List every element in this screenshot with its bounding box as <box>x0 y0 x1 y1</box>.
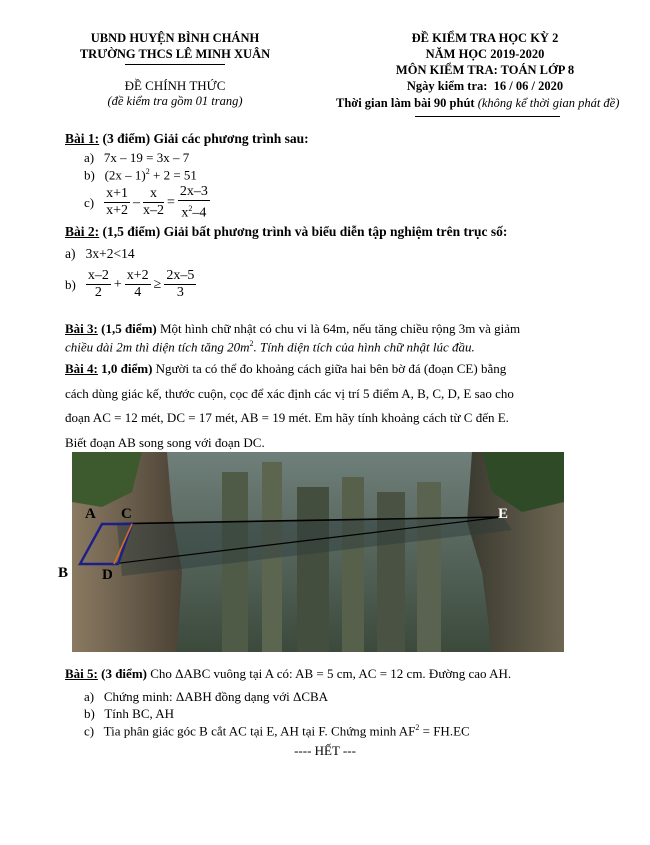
exam-time-label: Thời gian làm bài 90 phút <box>336 96 475 110</box>
bai5-title: Bài 5: <box>65 666 98 681</box>
bai5-c-label: c) <box>84 723 95 739</box>
bai1-a-label: a) <box>84 150 95 165</box>
bai5-b-label: b) <box>84 706 95 721</box>
header-divider-left <box>125 64 225 65</box>
bai3-text1: Một hình chữ nhật có chu vi là 64m, nếu tăng chiều rộng 3m và giảm <box>156 321 521 336</box>
bai2-b-frac3-den: 3 <box>176 285 184 300</box>
bai3-text2-post: . Tính diện tích của hình chữ nhật lúc đầu. <box>253 339 475 355</box>
point-e-label: E <box>498 506 509 522</box>
bai5-b-text: Tính BC, AH <box>104 706 175 721</box>
point-d-label: D <box>102 567 113 583</box>
bai5-c-text-pre: Tia phân giác góc B cắt AC tại E, AH tại F. Chứng minh AF <box>103 723 416 739</box>
bai4-points: 1,0 điểm) <box>101 361 153 376</box>
bai1-c-frac3-num: 2x–3 <box>179 184 208 199</box>
point-a-label: A <box>85 506 96 522</box>
bai1-c-frac1-den: x+2 <box>106 203 129 219</box>
school-district: UBND HUYỆN BÌNH CHÁNH <box>90 31 260 45</box>
bai2-b-frac2-den: 4 <box>134 285 142 300</box>
bai3-points: (1,5 điểm) <box>101 321 157 336</box>
bai1-c-frac3-den <box>178 201 210 222</box>
bai2-a-label: a) <box>65 246 76 261</box>
pages-note: (đề kiểm tra gồm 01 trang) <box>107 94 243 108</box>
bai4-line1: Người ta có thể đo khoảng cách giữa hai bên bờ đá (đoạn CE) bằng <box>152 361 507 376</box>
bai1-c-op1: – <box>133 194 141 210</box>
exam-title: ĐỀ KIỂM TRA HỌC KỲ 2 <box>411 31 559 45</box>
bai1-c-op2: = <box>167 194 175 210</box>
bai4-line3: đoạn AC = 12 mét, DC = 17 mét, AB = 19 mét. Em hãy tính khoảng cách từ C đến E. <box>65 410 509 425</box>
bai2-b-frac1-num: x–2 <box>87 268 109 283</box>
bai2-b-frac3 <box>164 268 196 301</box>
bai2-title: Bài 2: <box>65 224 100 239</box>
point-b-label: B <box>58 565 69 581</box>
bai4-title: Bài 4: <box>65 361 98 376</box>
bai2-b-frac3-num: 2x–5 <box>166 268 195 283</box>
bai5-c-text-post: = FH.EC <box>419 723 470 739</box>
bai1-c <box>84 184 210 222</box>
bai1-b-eq-pre: (2x – 1) <box>104 167 146 183</box>
bai5-c-exp: 2 <box>415 723 420 732</box>
bai5-a <box>84 689 328 705</box>
official-label: ĐỀ CHÍNH THỨC <box>124 78 226 93</box>
exam-date <box>350 78 620 94</box>
bai1-b-label: b) <box>84 167 95 183</box>
bai2-b-frac2-num: x+2 <box>126 268 149 283</box>
bai1-c-frac3-den-post: –4 <box>192 205 207 221</box>
bai2-b <box>65 268 196 301</box>
bai1-c-frac2-num: x <box>143 186 164 203</box>
exam-date-label: Ngày kiểm tra: <box>406 79 488 93</box>
bai5-heading <box>65 666 590 682</box>
bai4 <box>65 357 590 455</box>
bai2-a <box>65 246 135 262</box>
bai1-c-frac2-den: x–2 <box>143 203 165 219</box>
bai3-text2-pre: chiều dài 2m thì diện tích tăng 20m <box>65 339 250 355</box>
end-marker: ---- HẾT --- <box>294 743 356 758</box>
bai2-a-eq: 3x+2<14 <box>85 246 135 261</box>
bai2-b-frac2 <box>125 268 151 301</box>
bai2-b-frac1 <box>86 268 111 301</box>
bai2-b-op1: + <box>113 276 122 292</box>
bai4-line4: Biết đoạn AB song song với đoạn DC. <box>65 434 265 450</box>
bai1-a <box>84 150 189 166</box>
canyon-photo-illustration <box>72 452 564 652</box>
canyon-photo <box>72 452 564 652</box>
bai1-a-eq: 7x – 19 = 3x – 7 <box>103 150 190 165</box>
exam-time-note: (không kể thời gian phát đề) <box>477 96 620 110</box>
school-year: NĂM HỌC 2019-2020 <box>425 47 545 61</box>
exam-time <box>336 95 636 111</box>
bai1-c-frac1-num: x+1 <box>106 186 129 202</box>
bai3 <box>65 321 590 354</box>
bai5-a-label: a) <box>84 689 95 704</box>
bai1-c-frac3-den-pre: x <box>181 205 189 221</box>
bai1-b-exp: 2 <box>145 167 150 176</box>
school-name: TRƯỜNG THCS LÊ MINH XUÂN <box>79 47 271 61</box>
bai1-c-frac3-den-exp: 2 <box>188 204 193 213</box>
bai1-title: Bài 1: <box>65 131 100 146</box>
bai1-c-frac3 <box>178 184 210 222</box>
bai1-c-frac1 <box>104 186 130 219</box>
bai1-heading <box>65 131 309 147</box>
bai5-points: (3 điểm) <box>101 666 147 681</box>
bai2-b-op2: ≥ <box>153 276 162 292</box>
bai2-b-label: b) <box>65 276 76 292</box>
bai3-text2-exp: 2 <box>249 339 254 348</box>
bai2-b-frac1-den: 2 <box>94 285 102 300</box>
point-c-label: C <box>121 506 132 522</box>
exam-date-value: 16 / 06 / 2020 <box>493 79 564 93</box>
bai5-c <box>84 723 470 739</box>
bai2-heading <box>65 224 507 240</box>
bai3-title: Bài 3: <box>65 321 98 336</box>
subject: MÔN KIỂM TRA: TOÁN LỚP 8 <box>395 63 575 77</box>
bai1-b <box>84 167 197 183</box>
bai1-c-frac2 <box>143 186 164 219</box>
bai2-points: (1,5 điểm) Giải bất phương trình và biểu diễn tập nghiệm trên trục số: <box>102 224 508 239</box>
bai5-a-text: Chứng minh: ΔABH đồng dạng với ΔCBA <box>103 689 329 704</box>
bai5-b <box>84 706 174 722</box>
bai1-b-eq-post: + 2 = 51 <box>149 167 197 183</box>
header-divider-right <box>415 116 560 117</box>
bai5-intro: Cho ΔABC vuông tại A có: AB = 5 cm, AC = 12 cm. Đường cao AH. <box>146 666 512 681</box>
bai1-c-label: c) <box>84 194 95 210</box>
bai1-points: (3 điểm) Giải các phương trình sau: <box>102 131 309 146</box>
bai4-line2: cách dùng giác kế, thước cuộn, cọc để xác định các vị trí 5 điểm A, B, C, D, E sao cho <box>65 385 514 401</box>
